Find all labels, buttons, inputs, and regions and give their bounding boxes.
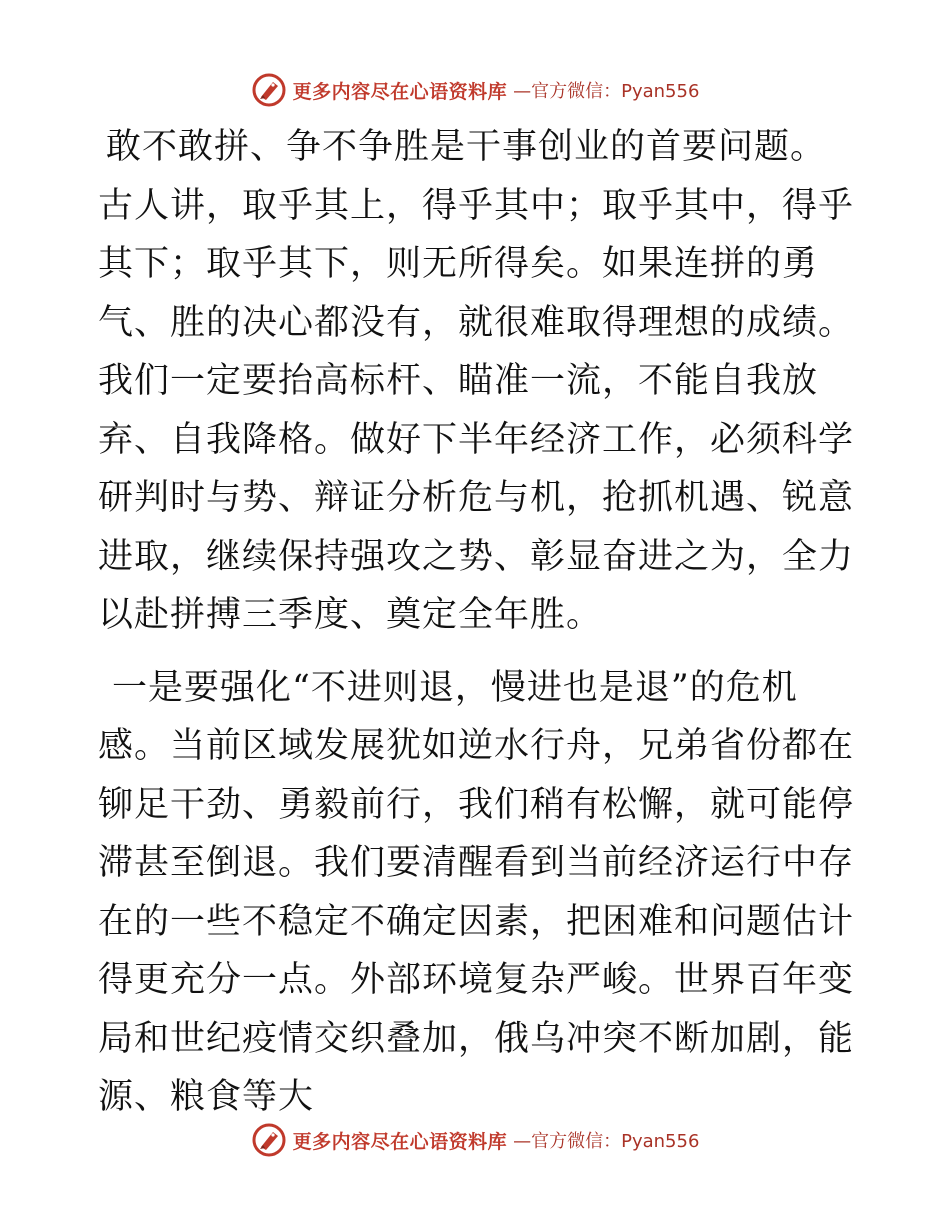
document-body <box>98 118 858 1127</box>
header-brand-text: 更多内容尽在心语资料库 <box>292 80 508 103</box>
header-banner <box>0 70 950 110</box>
footer-banner <box>0 1120 950 1160</box>
paragraph-1: 敢不敢拼、争不争胜是干事创业的首要问题。古人讲，取乎其上，得乎其中；取乎其中，得乎其下；取乎其下，则无所得矣。如果连拼的勇气、胜的决心都没有，就很难取得理想的成绩。我们一定要抬高标杆、瞄准一流，不能自我放弃、自我降格。做好下半年经济工作，必须科学研判时与势、辩证分析危与机，抢抓机遇、锐意进取，继续保持强攻之势、彰显奋进之为，全力以赴拼搏三季度、奠定全年胜。 <box>98 127 855 635</box>
pen-nib-logo-icon <box>251 1122 287 1158</box>
footer-brand-text: 更多内容尽在心语资料库 <box>292 1130 508 1153</box>
footer-wechat-text: —官方微信：Pyan556 <box>513 1131 700 1152</box>
paragraph-2: 一是要强化“不进则退，慢进也是退”的危机感。当前区域发展犹如逆水行舟，兄弟省份都在铆足干劲、勇毅前行，我们稍有松懈，就可能停滞甚至倒退。我们要清醒看到当前经济运行中存在的一些不稳定不确定因素，把困难和问题估计得更充分一点。外部环境复杂严峻。世界百年变局和世纪疫情交织叠加，俄乌冲突不断加剧，能源、粮食等大 <box>98 667 855 1117</box>
pen-nib-logo-icon <box>251 72 287 108</box>
header-wechat-text: —官方微信：Pyan556 <box>513 81 700 102</box>
